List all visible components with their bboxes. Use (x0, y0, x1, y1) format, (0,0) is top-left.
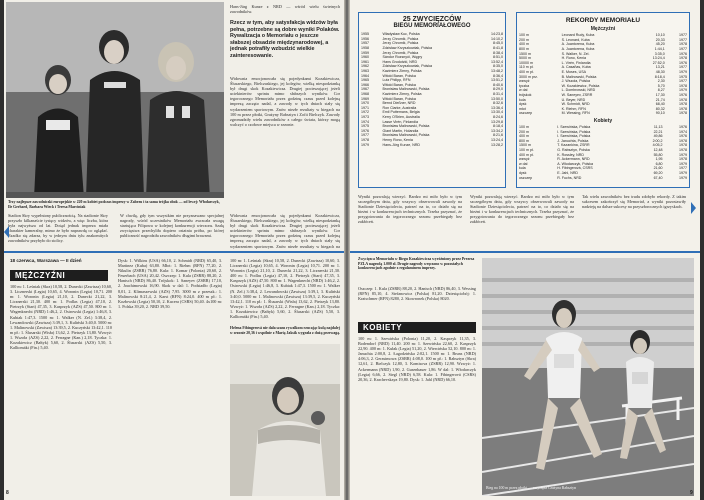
blue-divider (4, 251, 344, 253)
table-cell: Witold Baran, Polska (382, 73, 416, 78)
article-column-right-bottom: Widownia emocjonowała się pojedynkami Kozakiewicza, Ślusarskiego, Bielczaskiego, jej kolegów, wielką niespodzianką był drugi skok Kozakiewicza. Drugiej pocieszającej jeżeli uciekinierów sprintu mimo słabszych wyników. Cor tegorocznego Memoriału przez godzinę czasu przed kolejną imprezą zaczęto nadal, a zawody w tych dniach stały się wydarzeniem sportowym. Znów niezłe rezultaty w biegach na (230, 213, 340, 249)
winners-box (358, 12, 506, 188)
table-cell: 8:38,4 (493, 50, 503, 55)
table-cell: 1970 (361, 101, 369, 106)
table-cell: wzwyż (519, 157, 530, 162)
table-cell: 1978 (361, 137, 369, 142)
table-cell: 2:00,2 (652, 138, 663, 143)
table-cell: 8:29,0 (493, 87, 503, 92)
intro-top-text: Hans-Jürg Kunze z NRD — wśród wielu świetnych zawodników. (230, 4, 340, 15)
table-cell: 4:05,2 (652, 143, 663, 148)
table-cell: 1964 (361, 73, 369, 78)
table-cell: 55,80 (653, 152, 663, 157)
table-cell: Hans-Jörg Kunze, NRD (382, 142, 421, 147)
table-cell: 400 m pł. (519, 152, 534, 157)
table-cell: 1979 (679, 161, 687, 166)
table-cell: 67,40 (653, 175, 663, 180)
table-cell: 45,20 (655, 42, 665, 47)
table-cell: J. Wszoła, Polska (561, 79, 590, 84)
table-cell: R. Ackermann, NRD (557, 157, 590, 162)
table-cell: 1979 (679, 152, 687, 157)
table-cell: 1958 (361, 46, 369, 51)
table-cell: 1956 (361, 36, 369, 41)
table-cell: oszczep (519, 175, 533, 180)
table-cell: Jerzy Chromik, Polska (382, 50, 419, 55)
table-cell: 5000 m (519, 56, 531, 61)
table-cell: E. Moses, USA (561, 70, 586, 75)
right-body-text-3: Tak wielu zawodników bez trudu zdobyło rekordy. Z takim sukcesem zakończył się Memoriał, a wyniki pozostawiły nadzieję na dalsze sukcesy na przyszłorocznych igrzyskach. (582, 194, 686, 210)
table-cell: 1979 (679, 175, 687, 180)
table-cell: 5,70 (657, 83, 665, 88)
men-results-column-1: 100 m: 1. Leśniak (Skra) 10,58, 2. Dunecki (Zawisza) 10,60, 3. Licznerski (Legia) 10,65, 4. Woronin (Legia) 10,71. 200 m: 1. Woronin (Legia) 21,10, 2. Dunecki 21,22, 3. Licznerski 21,30. 400 m: 1. Podlas (Legia) 47,10, 2. Pietrzyk (Start) 47,35, 3. Kasprzyk (AZS) 47,50. 800 m: 1. Wagenknecht (NRD) 1:46,2, 2. Ostrowski (Legia) 1:46,8, 3. Kubiak 1:47,3. 1500 m: 1. Walker (N. Zel.) 3:38,4, 2. Lewandowski (Zawisza) 3:39,1, 3. Kuliński 3:40,0. 5000 m: 1. Malinowski (Zawisza) 13:39,5, 2. Kuczyński 13:42,1. 110 m pł.: 1. Ślusarski (Wisła) 13,62, 2. Pietrzyk 13,80. Wzwyż: 1. Wszoła (AZS) 2,22, 2. Ferragne (Kan.) 2,18. Tyczka: 1. Kozakiewicz (Bałtyk) 5,60, 2. Ślusarski (AZS) 5,50, 3. Kalliomäki (Fin.) 5,40. (10, 284, 112, 351)
records-men-table (517, 33, 689, 116)
women-heading-bar: KOBIETY (358, 322, 476, 333)
table-cell: wzwyż (519, 79, 530, 84)
table-cell: 1:44,1 (654, 47, 665, 52)
table-row (359, 142, 505, 147)
table-cell: 27:52,0 (652, 60, 665, 65)
table-cell: 1979 (361, 142, 369, 147)
table-cell: Witold Baran, Polska (382, 82, 416, 87)
table-cell: 1974 (361, 119, 369, 124)
table-cell: dysk (519, 170, 527, 175)
table-cell: dysk (519, 102, 527, 107)
table-cell: L. Dombrowski, NRD (561, 88, 596, 93)
table-cell: Giant Martin, Holandia (382, 128, 419, 133)
fibingerova-photo-caption: Helena Fibingerová nie dała szans rywalkom rzucając kulą najdalej w sezonie 20,36 i wspólnie z Marią Jaksik wygrała z dużą przewagą. (230, 326, 340, 335)
table-cell: 69,20 (653, 170, 663, 175)
sponsor-note: Zwycięzca Memoriału w Biegu Kozakiewicza wyróżniony przez Prezesa PZLA nagrodą 1.000 zł. Drugie nagrody wręczono w pozostałych konkurencjach zgodnie z regulaminem imprezy. (358, 257, 475, 271)
table-cell: L. Virén, Finlandia (561, 60, 591, 65)
table-cell: 8,27 (657, 88, 665, 93)
table-cell: 49,86 (653, 134, 663, 139)
table-cell: 1975 (361, 124, 369, 129)
table-cell: 80,32 (655, 106, 665, 111)
table-cell: 1500 m (519, 143, 531, 148)
table-cell: 1967 (361, 87, 369, 92)
right-body-text-2: Wyniki pozwalają wierzyć. Bardzo mi miło było w tym szczególnym dniu, gdy wszyscy obserwowali zawody na Stadionie Dziesięciolecia, patrzeć na to, co działo się na bieżni i w konkurencjach technicznych. Trzeba przyznać, że przygotowania do tegorocznego sezonu przebiegały bez zakłóceń. (470, 194, 574, 225)
table-cell: Kazimierz Zimny, Polska (382, 69, 422, 74)
table-cell: Jerzy Chromik, Polska (382, 41, 419, 46)
table-cell: 1979 (679, 70, 687, 75)
table-cell: 1976 (679, 93, 687, 98)
table-cell: 800 m (519, 47, 529, 52)
table-cell: 1978 (679, 106, 687, 111)
table-cell: S. Walker, N. Zel. (561, 51, 590, 56)
table-cell: Kerry O'Brien, Australia (382, 114, 420, 119)
table-cell: 1966 (361, 82, 369, 87)
table-cell: 1957 (361, 41, 369, 46)
table-cell: 1976 (679, 124, 687, 129)
table-cell: K. Rossley, NRD (557, 152, 584, 157)
table-cell: 3000 m prz. (519, 74, 538, 79)
table-cell: młot (519, 106, 526, 111)
table-cell: 1977 (679, 37, 687, 42)
table-cell: 1965 (361, 78, 369, 83)
table-cell: B. Malinowski, Polska (561, 74, 597, 79)
table-cell: Kazimierz Zimny, Polska (382, 92, 422, 97)
table-cell: 1960 (361, 55, 369, 60)
table-cell: A. Włodarczyk, Polska (557, 161, 593, 166)
table-cell: Jerzy Chromik, Polska (382, 36, 419, 41)
table-cell: 13:36,4 (491, 105, 503, 110)
women-results: 100 m: 1. Szewińska (Polonia) 11,20, 2. Kasprzyk 11,35, 3. Bodendorf (NRD) 11,40. 200 m: 1. Szewińska 22,60, 2. Kasprzyk 22,90. 400 m: 1. Kułak (Legia) 51,20, 2. Wiercińska 52,10. 800 m: 1. Januchta 2:00,8, 2. Łagodzińska 2:02,1. 1500 m: 1. Bruns (NRD) 4:06,3, 2. Gerasimowa (ZSRR) 4:08,0. 100 m pł.: 1. Rabsztyn (Skra) 12,61, 2. Bielczyk 12,80, 3. Komisova (ZSRR) 12,90. Wzwyż: 1. Ackermann (NRD) 1,90, 2. Gusenbauer 1,86. W dal: 1. Włodarczyk (Legia) 6,66, 2. Siegl (NRD) 6,58. Kula: 1. Fibingerová (CSRS) 20,36, 2. Krachevskaya 19,80. Dysk: 1. Jahl (NRD) 66,10. (358, 336, 476, 382)
table-cell: 13:29,8 (491, 119, 503, 124)
winners-title-1: 25 ZWYCIĘZCÓW (402, 16, 462, 23)
table-cell: 22,21 (653, 129, 663, 134)
table-cell: oszczep (519, 111, 533, 116)
left-page (4, 0, 344, 500)
records-men-label: Mężczyźni (590, 26, 616, 32)
table-cell: Zdzisław Krzyszkowiak, Polska (382, 64, 433, 69)
table-row (517, 111, 689, 116)
records-women-label: Kobiety (593, 117, 613, 124)
table-cell: J. Januchta, Polska (557, 138, 589, 143)
continue-arrow-icon (4, 226, 9, 238)
table-cell: 1977 (679, 65, 687, 70)
table-cell: 1973 (361, 114, 369, 119)
table-cell: 1977 (679, 166, 687, 171)
table-cell: Bernd Dießner, NRD (382, 101, 416, 106)
table-cell: 1959 (361, 50, 369, 55)
table-cell: Władysław Kuc, Polska (382, 32, 420, 37)
table-cell: 1969 (361, 96, 369, 101)
table-cell: Bronisław Malinowski, Polska (382, 133, 430, 138)
table-cell: 1978 (679, 138, 687, 143)
men-results-continued: Oszczep: 1. Kula (ZSRR) 88,20, 2. Hanisch (NRD) 86,40, 3. Wessing (RFN) 85,10, 4. Stefanowicz (Polska) 81,20. Dziesięciobój: 1. Kratschmer (RFN) 8280, 2. Skowronek (Polska) 8020. (358, 286, 476, 302)
table-cell: 8:18,4 (654, 74, 665, 79)
table-cell: 1978 (679, 111, 687, 116)
table-cell: 13:51,2 (491, 78, 503, 83)
men-results-column-2: Dysk: 1. Wilkins (USA) 66,10, 2. Schmidt (NRD) 65,40, 3. Martinez (Kuba) 63,80. Młot: 1. Riehm (RFN) 77,20, 2. Nikulin (ZSRR) 76,80. Kula: 1. Komar (Polonia) 20,60, 2. Feuerbach (USA) 20,42. Oszczep: 1. Kula (ZSRR) 88,20, 2. Hanisch (NRD) 86,40. Trójskok: 1. Saneyev (ZSRR) 17,10, 2. Joachimowski 16,90. Skok w dal: 1. Podsiadło (Legia) 8,01, 2. Klimaszewski (AZS) 7,95. 3000 m z przeszk.: 1. Malinowski 8:21,4, 2. Karst (RFN) 8:24,0. 400 m pł.: 1. Kozłowski (Legia) 50,10, 2. Kucera (CSRS) 50,40. 4x100 m: 1. Polska 39,20, 2. NRD 39,50. (118, 258, 222, 309)
table-cell: H. Fibingerová, CSRS (557, 166, 593, 171)
table-cell: 1976 (361, 128, 369, 133)
table-cell: Emil Puttemans, Belgia (382, 110, 420, 115)
table-cell: 1976 (679, 60, 687, 65)
table-cell: Lutz Philipp, RFN (382, 78, 411, 83)
blue-divider-right (350, 251, 700, 253)
table-cell: w dal (519, 161, 528, 166)
table-cell: 10000 m (519, 60, 533, 65)
table-cell: T. Kazankina, ZSRR (557, 143, 590, 148)
table-cell: W. Saneyev, ZSRR (561, 93, 593, 98)
winners-table (359, 32, 505, 147)
article-column-right: Widownia emocjonowała się pojedynkami Kozakiewicza, Ślusarskiego, Bielczaskiego, jej kolegów, wielką niespodzianką był drugi skok Kozakiewicza. Drugiej pocieszającej jeżeli uciekinierów sprintu mimo słabszych wyników. Cor tegorocznego Memoriału przez godzinę czasu przed kolejną imprezą zaczęto nadal, a zawody w tych dniach stały się wydarzeniem sportowym. Znów niezłe rezultaty w biegach na 100 m przez płotki, Grażyny Rabsztyn i Zofii Bielczyk. Zawody zgromadziły wielu zawodników z całego świata, którzy mogą walczyć o czołowe miejsca w sezonie. (230, 76, 340, 127)
table-cell: Leonard Rudy, Kuba (561, 33, 595, 38)
table-cell: 1978 (679, 157, 687, 162)
table-cell: 90,10 (655, 111, 665, 116)
table-cell: G. Rabsztyn, Polska (557, 147, 590, 152)
page-number-right: 9 (690, 490, 693, 496)
table-cell: 1977 (679, 79, 687, 84)
table-cell: 1978 (679, 143, 687, 148)
table-cell: 1955 (361, 32, 369, 37)
table-cell: 110 m pł. (519, 65, 534, 70)
table-cell: 21,60 (653, 166, 663, 171)
table-cell: Henry Rono, Kenia (382, 137, 413, 142)
table-cell: M. Wessing, RFN (561, 111, 590, 116)
table-cell: 8:31,4 (493, 92, 503, 97)
winners-title-2: BIEGU MEMORIAŁOWEGO (393, 23, 471, 29)
table-cell: 8:40,6 (493, 82, 503, 87)
table-cell: 1977 (679, 33, 687, 38)
table-cell: kula (519, 166, 526, 171)
men-heading-bar: MĘŻCZYŹNI (10, 270, 108, 281)
table-cell: 400 m (519, 134, 529, 139)
table-cell: trójskok (519, 93, 532, 98)
table-cell: Lasse Virén, Finlandia (382, 119, 418, 124)
table-cell: 13:28,2 (491, 142, 503, 147)
table-cell: 1974 (679, 129, 687, 134)
table-cell: 100 m (519, 124, 529, 129)
table-cell: Bronisław Malinowski, Polska (382, 124, 430, 129)
table-cell: 8:32,6 (493, 101, 503, 106)
table-cell: 13:34,2 (491, 128, 503, 133)
table-cell: 3:35,0 (654, 51, 665, 56)
table-cell: 10,10 (655, 33, 665, 38)
table-cell: 13:24,4 (652, 56, 665, 61)
table-cell: 13:24,4 (491, 137, 503, 142)
table-cell: 20,33 (655, 37, 665, 42)
athletes-photo-caption: Trzy najlepsze zawodniczki europejskie w 220 m kobiet podczas imprezy w Zabrzu i ta sama trójka obok — od lewej: Włodarczyk, Ile Gerhard, Barbara Wieck i Teresa Marciniak (8, 200, 220, 209)
athletes-photo (6, 2, 224, 198)
article-column-middle: W chwilę, gdy tym wszystkim nie przyznawano specjalnej nagrody, wśród uczestników Memoriału zwracała uwagę startująca Filipowa w kolejnej konkurencji wieczoru. Szalę zwycięstwa przechyliła dopiero ostatnia próba, po której publiczność nagrodziła zawodników długimi brawami. (120, 213, 224, 239)
table-cell: 13:48,2 (491, 69, 503, 74)
table-cell: 400 m pł. (519, 70, 534, 75)
article-column-left: Stadion Skry wypełniony publicznością. Na stadionie Skry przyszło kilkanaście tysięcy widzów, a więc liczba, która była najwyższa od lat. Dotąd jednak impreza miała charakter kameralny, mimo że było naprawdę co oglądać. Rzadko się zdarza, by w jednym dniu tylu znakomitych zawodników przybyło do stolicy. (8, 213, 108, 244)
records-women-table (517, 125, 689, 180)
table-cell: R. Fuchs, NRD (557, 175, 582, 180)
table-cell: 8:21,6 (493, 133, 503, 138)
table-cell: W. Schmidt, NRD (561, 102, 590, 107)
table-cell: 12,48 (653, 147, 663, 152)
table-cell: 17,30 (655, 93, 665, 98)
table-cell: w dal (519, 88, 528, 93)
table-cell: 100 m (519, 33, 529, 38)
table-cell: kula (519, 97, 526, 102)
table-cell: 1978 (679, 83, 687, 88)
table-cell: 13,21 (655, 65, 665, 70)
table-cell: 1978 (679, 42, 687, 47)
table-cell: Sándor Rozsnyói, Węgry (382, 55, 423, 60)
table-cell: 8:51,0 (493, 55, 503, 60)
table-cell: 1976 (679, 134, 687, 139)
table-cell: 8:24,6 (493, 114, 503, 119)
hurdles-photo (482, 258, 694, 496)
table-cell: I. Szewińska, Polska (557, 129, 591, 134)
table-cell: 14:23,8 (491, 32, 503, 37)
table-cell: 200 m (519, 129, 529, 134)
table-cell: 100 m pł. (519, 147, 534, 152)
table-cell: H. Rono, Kenia (561, 56, 586, 61)
table-cell: 1963 (361, 69, 369, 74)
table-cell: 8:41,8 (493, 46, 503, 51)
table-cell: 1,95 (655, 157, 663, 162)
table-cell: 13:52,4 (491, 59, 503, 64)
table-cell: Zdzisław Krzyszkowiak, Polska (382, 46, 433, 51)
table-cell: 1961 (361, 59, 369, 64)
right-page (350, 0, 700, 500)
table-cell: 48,30 (655, 70, 665, 75)
table-cell: 1978 (679, 102, 687, 107)
table-cell: 1962 (361, 64, 369, 69)
table-cell: 1978 (679, 97, 687, 102)
table-cell: E. Jahl, NRD (557, 170, 579, 175)
table-cell: A. Juantorena, Kuba (561, 42, 595, 47)
table-cell: W. Kozakiewicz, Polska (561, 83, 600, 88)
table-cell: 1976 (679, 51, 687, 56)
table-cell: 1979 (679, 170, 687, 175)
table-cell: 1500 m (519, 51, 531, 56)
table-cell: K. Riehm, RFN (561, 106, 586, 111)
table-cell: 14:10,2 (491, 36, 503, 41)
table-cell: 8:18,4 (493, 124, 503, 129)
table-cell: 1971 (361, 105, 369, 110)
results-date-line: 18 czerwca, Warszawa — II dzień (10, 258, 82, 263)
table-cell: A. Juantorena, Kuba (561, 47, 595, 52)
table-cell: 8:35,0 (493, 64, 503, 69)
table-cell: I. Szewińska, Polska (557, 134, 591, 139)
table-cell: 13:50,0 (491, 96, 503, 101)
right-body-text-1: Wyniki pozwalają wierzyć. Bardzo mi miło było w tym szczególnym dniu, gdy wszyscy obserwowali zawody na Stadionie Dziesięciolecia, patrzeć na to, co działo się na bieżni i w konkurencjach technicznych. Trzeba przyznać, że przygotowania do tegorocznego sezonu przebiegały bez zakłóceń. (358, 194, 462, 225)
page-number-left: 8 (6, 490, 9, 496)
records-box (516, 12, 690, 188)
men-results-column-3: 100 m: 1. Leśniak (Skra) 10,58, 2. Dunecki (Zawisza) 10,60, 3. Licznerski (Legia) 10,65, 4. Woronin (Legia) 10,71. 200 m: 1. Woronin (Legia) 21,10, 2. Dunecki 21,22, 3. Licznerski 21,30. 400 m: 1. Podlas (Legia) 47,10, 2. Pietrzyk (Start) 47,35, 3. Kasprzyk (AZS) 47,50. 800 m: 1. Wagenknecht (NRD) 1:46,2, 2. Ostrowski (Legia) 1:46,8, 3. Kubiak 1:47,3. 1500 m: 1. Walker (N. Zel.) 3:38,4, 2. Lewandowski (Zawisza) 3:39,1, 3. Kuliński 3:40,0. 5000 m: 1. Malinowski (Zawisza) 13:39,5, 2. Kuczyński 13:42,1. 110 m pł.: 1. Ślusarski (Wisła) 13,62, 2. Pietrzyk 13,80. Wzwyż: 1. Wszoła (AZS) 2,22, 2. Ferragne (Kan.) 2,18. Tyczka: 1. Kozakiewicz (Bałtyk) 5,60, 2. Ślusarski (AZS) 5,50, 3. Kalliomäki (Fin.) 5,40. (230, 258, 340, 320)
shot-put-photo (230, 344, 340, 496)
table-cell: 13:30,4 (491, 110, 503, 115)
table-cell: 21,74 (655, 97, 665, 102)
table-cell: Bronisław Malinowski, Polska (382, 87, 430, 92)
table-cell: A. Casañas, Kuba (561, 65, 591, 70)
hurdles-photo-caption: Bieg na 100 m przez płotki — zwycięża Grażyna Rabsztyn (486, 486, 576, 490)
table-cell: 11,13 (653, 124, 663, 129)
table-cell: tyczka (519, 83, 530, 88)
table-cell: 6,80 (655, 161, 663, 166)
table-cell: 8:36,4 (493, 73, 503, 78)
continue-arrow-right-icon (691, 202, 696, 214)
table-cell: S. Leonard, Kuba (561, 37, 590, 42)
table-cell: 1972 (361, 110, 369, 115)
table-cell: 1979 (679, 88, 687, 93)
table-cell: 400 m (519, 42, 529, 47)
table-cell: Witold Baran, Polska (382, 96, 416, 101)
table-cell: Hans Grodotzki, NRD (382, 59, 418, 64)
records-title: REKORDY MEMORIAŁU (565, 17, 641, 24)
table-cell: 8:45,0 (493, 41, 503, 46)
table-cell: U. Beyer, NRD (561, 97, 586, 102)
lead-paragraph: Rzecz w tym, aby satysfakcja widzów była pełna, potrzebne są dobre wyniki Polaków. Rywalizacja o Memoriału o jeszcze słabszej obsadzie międzynarodowej, a jednak potrafiły wzbudzić wielkie zainteresowanie. (230, 20, 340, 59)
table-cell: 200 m (519, 37, 529, 42)
table-cell: 68,40 (655, 102, 665, 107)
table-row (517, 175, 689, 180)
table-cell: I. Szewińska, Polska (557, 124, 591, 129)
table-cell: 1977 (679, 47, 687, 52)
table-cell: 1978 (679, 56, 687, 61)
table-cell: 1977 (361, 133, 369, 138)
table-cell: 1975 (679, 74, 687, 79)
table-cell: 2,30 (657, 79, 665, 84)
table-cell: 800 m (519, 138, 529, 143)
table-cell: 1978 (679, 147, 687, 152)
table-cell: Ron Clarke, Australia (382, 105, 417, 110)
table-cell: 1968 (361, 92, 369, 97)
